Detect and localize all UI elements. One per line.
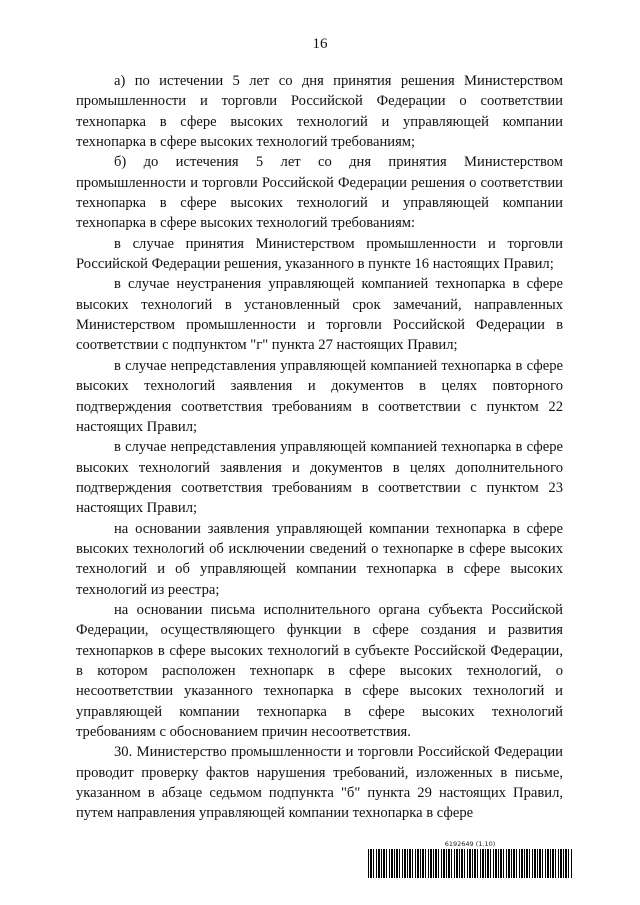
paragraph-subitem-b: б) до истечения 5 лет со дня принятия Министерством промышленности и торговли Российской Федерации решения о соответствии технопарка в сфере высоких технологий и управляющей компании технопарка в сфере высоких технологий требованиям: xyxy=(76,154,563,232)
document-footer xyxy=(368,840,572,878)
document-code: 6192649 (1.10) xyxy=(444,840,496,848)
paragraph-case-repeat-confirmation: в случае непредставления управляющей компанией технопарка в сфере высоких технологий заявления и документов в целях повторного подтверждения соответствия требованиям в соответствии с пунктом 22 настоящих Правил; xyxy=(76,357,563,435)
paragraph-case-application: на основании заявления управляющей компании технопарка в сфере высоких технологий об исключении сведений о технопарке в сфере высоких технологий и об управляющей компании технопарка в сфере высоких технологий из реестра; xyxy=(76,520,563,598)
page-number: 16 xyxy=(312,36,328,52)
paragraph-case-remarks: в случае неустранения управляющей компанией технопарка в сфере высоких технологий в установленный срок замечаний, направленных Министерством промышленности и торговли Российской Федерации в соответствии с подпунктом "г" пункта 27 настоящих Правил; xyxy=(76,276,563,354)
paragraph-item-30: 30. Министерство промышленности и торговли Российской Федерации проводит проверку фактов нарушения требований, изложенных в письме, указанном в абзаце седьмом подпункта "б" пункта 29 настоящих Правил, путем направления управляющей компании технопарка в сфере xyxy=(76,744,563,822)
barcode xyxy=(368,849,572,878)
paragraph-case-regional-letter: на основании письма исполнительного органа субъекта Российской Федерации, осуществляющего функции в сфере создания и развития технопарков в сфере высоких технологий в субъекте Российской Федерации, в котором расположен технопарк в сфере высоких технологий, о несоответствии указанного технопарка в сфере высоких технологий и управляющей компании технопарка в сфере высоких технологий требованиям с обоснованием причин несоответствия. xyxy=(76,601,563,740)
paragraph-case-decision: в случае принятия Министерством промышленности и торговли Российской Федерации решения, указанного в пункте 16 настоящих Правил; xyxy=(76,235,563,273)
document-body xyxy=(76,71,563,824)
paragraph-case-additional-confirmation: в случае непредставления управляющей компанией технопарка в сфере высоких технологий заявления и документов в целях дополнительного подтверждения соответствия требованиям в соответствии с пунктом 23 настоящих Правил; xyxy=(76,439,563,517)
paragraph-subitem-a: а) по истечении 5 лет со дня принятия решения Министерством промышленности и торговли Российской Федерации о соответствии технопарка в сфере высоких технологий и управляющей компании технопарка в сфере высоких технологий требованиям; xyxy=(76,73,563,151)
